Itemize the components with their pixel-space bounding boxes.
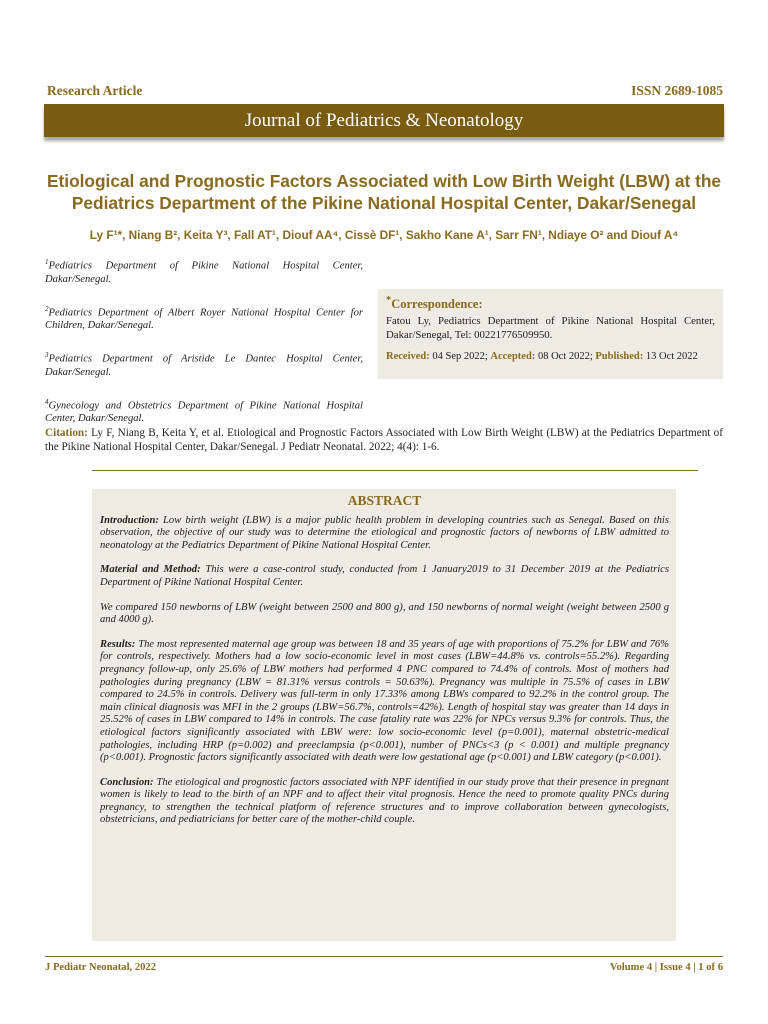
- footer-page-info: Volume 4 | Issue 4 | 1 of 6: [609, 962, 723, 973]
- affiliation-2: $^2$Pediatrics Department of Albert Royer National Hospital Center for Children, Dakar/Senegal.: [45, 304, 363, 332]
- article-title: Etiological and Prognostic Factors Associated with Low Birth Weight (LBW) at the Pediatrics Department of the Pikine National Hospital Center, Dakar/Senegal: [46, 171, 721, 213]
- abstract-method: Material and Method: This were a case-control study, conducted from 1 January2019 to 31 December 2019 at the Pediatrics Department of Pikine National Hospital Center.: [100, 564, 670, 588]
- affiliations: [45, 256, 363, 442]
- abstract-results: Results: The most represented maternal age group was between 18 and 35 years of age with proportions of 75.2% for LBW and 76% for controls, respectively. Mothers had a low socio-economic level in most cases (LBW=44.8% vs. controls=55.2%). Regarding pregnancy follow-up, only 25.6% of LBW mothers had performed 4 PNC compared to 74.4% of controls. Most of mothers had pathologies during pregnancy (LBW = 81.31% versus controls = 50.63%). Pregnancy was multiple in 75.5% of cases in LBW compared to 24.5% in controls. Delivery was full-term in only 17.33% among LBWs compared to 92.2% in the control group. The main clinical diagnosis was MFI in the 2 groups (LBW=56.7%, controls=42%). Length of hospital stay was greater than 14 days in 25.52% of cases in LBW compared to 14% in controls. The case fatality rate was 22% for NPCs versus 9.3% for controls. Thus, the etiological factors significantly associated with LBW were: low socio-economic level (p=0.001), maternal obstetric-medical pathologies, including HRP (p=0.002) and preeclampsia (p<0.001), number of PNCs<3 (p < 0.001) and multiple pregnancy (p<0.001). Prognostic factors significantly associated with death were low gestational age (p<0.001) and LBW category (p<0.001).: [100, 638, 669, 764]
- citation: Citation: Ly F, Niang B, Keita Y, et al. Etiological and Prognostic Factors Associated with Low Birth Weight (LBW) at the Pediatrics Department of the Pikine National Hospital Center, Dakar/Senegal. J Pediatr Neonatal. 2022; 4(4): 1-6.: [45, 427, 723, 453]
- article-type: Research Article: [47, 83, 143, 98]
- top-header: [47, 83, 723, 101]
- abstract-box: [92, 489, 676, 941]
- footer-divider: [45, 956, 723, 957]
- correspondence-heading: *Correspondence:: [386, 295, 483, 312]
- abstract-compared: We compared 150 newborns of LBW (weight between 2500 and 800 g), and 150 newborns of normal weight (weight between 2500 g and 4000 g).: [100, 601, 669, 626]
- footer-journal: J Pediatr Neonatal, 2022: [45, 962, 157, 973]
- abstract-heading: ABSTRACT: [347, 493, 422, 508]
- abstract-introduction: Introduction: Low birth weight (LBW) is a major public health problem in developing countries such as Senegal. Based on this observation, the objective of our study was to determine the etiological and prognostic factors of newborns of LBW admitted to neonatology at the Pediatrics Department of Pikine National Hospital Center.: [100, 514, 669, 551]
- issn: ISSN 2689-1085: [631, 83, 723, 98]
- divider: [92, 470, 698, 471]
- author-list: Ly F¹*, Niang B², Keita Y³, Fall AT¹, Diouf AA⁴, Cissè DF¹, Sakho Kane A¹, Sarr FN¹, Ndiaye O² and Diouf A⁴: [89, 228, 679, 242]
- correspondence-box: [378, 289, 723, 379]
- page-footer: [45, 962, 723, 973]
- abstract-conclusion: Conclusion: The etiological and prognostic factors associated with NPF identified in our study prove that their presence in pregnant women is likely to lead to the birth of an NPF and to affect their vital prognosis. Hence the need to promote quality PNCs during pregnancy, to strengthen the technical platform of reference structures and to improve collaboration between gynecologists, obstetricians, and pediatricians for better care of the mother-child couple.: [100, 776, 669, 826]
- journal-banner: Journal of Pediatrics & Neonatology: [44, 104, 724, 137]
- article-dates: Received: 04 Sep 2022; Accepted: 08 Oct 2022; Published: 13 Oct 2022: [386, 351, 698, 363]
- correspondence-text: Fatou Ly, Pediatrics Department of Pikine National Hospital Center, Dakar/Senegal, Tel: 00221776509950.: [386, 315, 715, 342]
- affiliation-3: $^3$Pediatrics Department of Aristide Le Dantec Hospital Center, Dakar/Senegal.: [45, 351, 363, 378]
- affiliation-4: $^4$Gynecology and Obstetrics Department of Pikine National Hospital Center, Dakar/Senegal.: [45, 397, 363, 425]
- affiliation-1: $^1$Pediatrics Department of Pikine National Hospital Center, Dakar/Senegal.: [45, 258, 363, 285]
